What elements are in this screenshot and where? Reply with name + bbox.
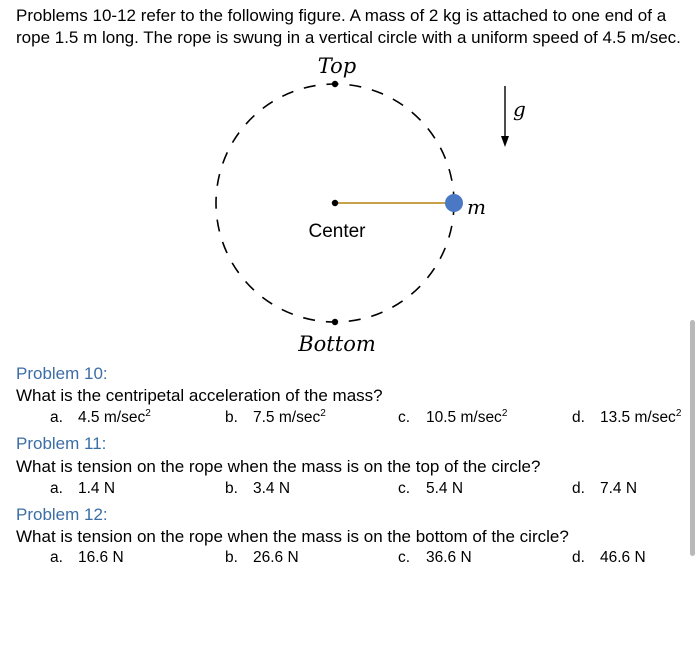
label-gravity: g — [513, 97, 526, 121]
gravity-arrow-head — [501, 136, 509, 147]
problem-10-choice-a — [50, 409, 151, 427]
problem-10-question: What is the centripetal acceleration of the mass? — [16, 386, 383, 405]
mass-ball — [445, 194, 463, 212]
choice-value: 3.4 N — [253, 480, 291, 497]
choice-letter: b. — [225, 409, 238, 426]
choice-letter: c. — [398, 480, 411, 497]
choice-letter: d. — [572, 480, 585, 497]
choice-value: 7.5 m/sec — [253, 409, 321, 426]
problem-12-choice-b — [225, 549, 299, 567]
choice-value: 46.6 N — [600, 549, 646, 566]
problem-11-choice-a — [50, 480, 115, 498]
choice-exponent: 2 — [501, 408, 508, 419]
choice-value: 13.5 m/sec — [600, 409, 676, 426]
choice-letter: b. — [225, 480, 238, 497]
label-center: Center — [308, 221, 366, 242]
bottom-point — [332, 319, 338, 325]
choice-exponent: 2 — [675, 408, 682, 419]
problem-10-choice-c — [398, 409, 507, 427]
problem-11-choice-c — [398, 480, 463, 498]
choice-letter: a. — [50, 409, 63, 426]
label-bottom: Bottom — [298, 332, 376, 356]
choice-letter: d. — [572, 549, 585, 566]
problem-12-choice-a — [50, 549, 124, 567]
choice-value: 7.4 N — [600, 480, 638, 497]
problem-10-heading: Problem 10: — [16, 364, 108, 383]
top-point — [332, 81, 338, 87]
label-top: Top — [317, 54, 357, 78]
choice-exponent: 2 — [320, 408, 326, 419]
choice-letter: c. — [398, 409, 411, 426]
choice-letter: a. — [50, 480, 63, 497]
problem-12-choice-c — [398, 549, 472, 567]
choice-value: 1.4 N — [78, 480, 116, 497]
problem-10-choice-d — [572, 409, 681, 427]
scrollbar-thumb[interactable] — [690, 320, 695, 556]
problem-11-question: What is tension on the rope when the mass is on the top of the circle? — [16, 457, 541, 476]
intro-text: Problems 10-12 refer to the following figure. A mass of 2 kg is attached to one end of a rope 1.5 m long. The rope is swung in a vertical circle with a uniform speed of 4.5 m/sec. — [16, 6, 681, 47]
problem-11-choice-b — [225, 480, 290, 498]
problem-12-question: What is tension on the rope when the mass is on the bottom of the circle? — [16, 527, 569, 546]
center-point — [332, 200, 338, 206]
choice-letter: d. — [572, 409, 585, 426]
choice-value: 26.6 N — [253, 549, 299, 566]
problem-11-heading: Problem 11: — [16, 434, 107, 453]
problem-12-choice-d — [572, 549, 646, 567]
choice-letter: b. — [225, 549, 238, 566]
choice-value: 10.5 m/sec — [426, 409, 502, 426]
problem-11-choice-d — [572, 480, 637, 498]
label-mass: m — [467, 195, 486, 219]
problem-12-heading: Problem 12: — [16, 505, 108, 524]
choice-letter: a. — [50, 549, 63, 566]
choice-letter: c. — [398, 549, 411, 566]
choice-value: 36.6 N — [426, 549, 472, 566]
choice-value: 16.6 N — [78, 549, 124, 566]
choice-value: 5.4 N — [426, 480, 464, 497]
choice-exponent: 2 — [145, 408, 151, 419]
choice-value: 4.5 m/sec — [78, 409, 146, 426]
problem-10-choice-b — [225, 409, 326, 427]
